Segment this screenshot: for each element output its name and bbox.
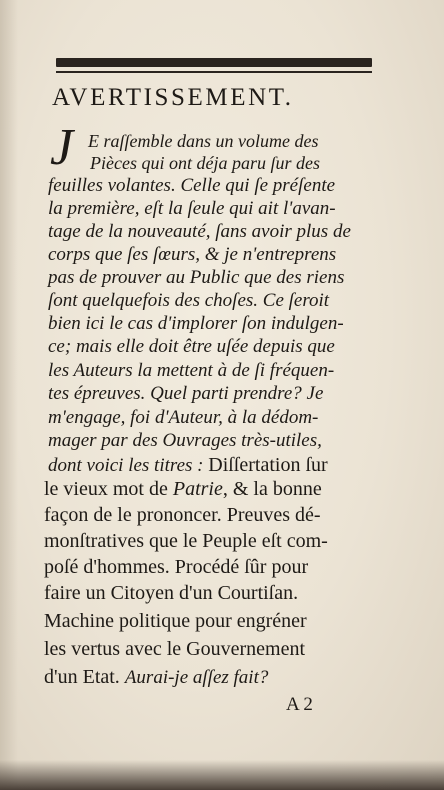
text-line-15-italic: dont voici les titres : bbox=[48, 455, 209, 476]
page-heading: AVERTISSEMENT. bbox=[52, 84, 294, 111]
text-line-19: poſé d'hommes. Procédé ſûr pour bbox=[44, 556, 309, 578]
text-line-12: tes épreuves. Quel parti prendre? Je bbox=[48, 383, 324, 404]
text-line-7: pas de prouver au Public que des riens bbox=[48, 267, 345, 288]
text-line-14: mager par des Ouvrages très-utiles, bbox=[48, 430, 322, 451]
text-line-16-start: le vieux mot de bbox=[44, 478, 173, 500]
text-line-21: Machine politique pour engréner bbox=[44, 610, 307, 632]
ornamental-rule-thin bbox=[56, 71, 372, 73]
text-line-1: E raſſemble dans un volume des bbox=[88, 131, 319, 151]
page-shadow-left bbox=[0, 0, 18, 790]
text-line-23 bbox=[44, 667, 268, 688]
text-line-4: la première, eſt la ſeule qui ait l'avan- bbox=[48, 198, 336, 219]
text-line-2: Pièces qui ont déja paru ſur des bbox=[90, 153, 320, 173]
text-line-16 bbox=[44, 479, 322, 499]
ornamental-rule-thick bbox=[56, 58, 372, 67]
text-line-6: corps que ſes ſœurs, & je n'entreprens bbox=[48, 244, 337, 265]
text-line-5: tage de la nouveauté, ſans avoir plus de bbox=[48, 221, 351, 242]
text-line-8: ſont quelquefois des choſes. Ce ſeroit bbox=[48, 290, 330, 311]
text-line-10: ce; mais elle doit être uſée depuis que bbox=[48, 336, 335, 357]
text-line-16-end: , & la bonne bbox=[222, 478, 322, 500]
patrie-word: Patrie bbox=[172, 478, 223, 500]
signature-mark: A 2 bbox=[286, 694, 313, 715]
text-line-9: bien ici le cas d'implorer ſon indulgen- bbox=[48, 313, 344, 334]
text-line-22: les vertus avec le Gouvernement bbox=[44, 638, 306, 660]
text-line-18: monſtratives que le Peuple eſt com- bbox=[44, 530, 328, 552]
drop-cap: J bbox=[50, 119, 74, 176]
text-line-13: m'engage, foi d'Auteur, à la dédom- bbox=[48, 407, 319, 428]
text-line-15 bbox=[48, 455, 328, 476]
text-line-3: feuilles volantes. Celle qui ſe préſente bbox=[48, 175, 336, 196]
text-line-23-roman: d'un Etat. bbox=[44, 666, 125, 688]
text-line-11: les Auteurs la mettent à de ſi fréquen- bbox=[48, 360, 335, 381]
text-line-20: faire un Citoyen d'un Courtiſan. bbox=[44, 582, 299, 604]
text-line-17: façon de le prononcer. Preuves dé- bbox=[44, 504, 321, 526]
page-shadow-bottom bbox=[0, 760, 444, 790]
text-line-15-roman: Diſſertation ſur bbox=[208, 454, 328, 476]
text-line-23-italic: Aurai-je aſſez fait? bbox=[124, 667, 269, 688]
